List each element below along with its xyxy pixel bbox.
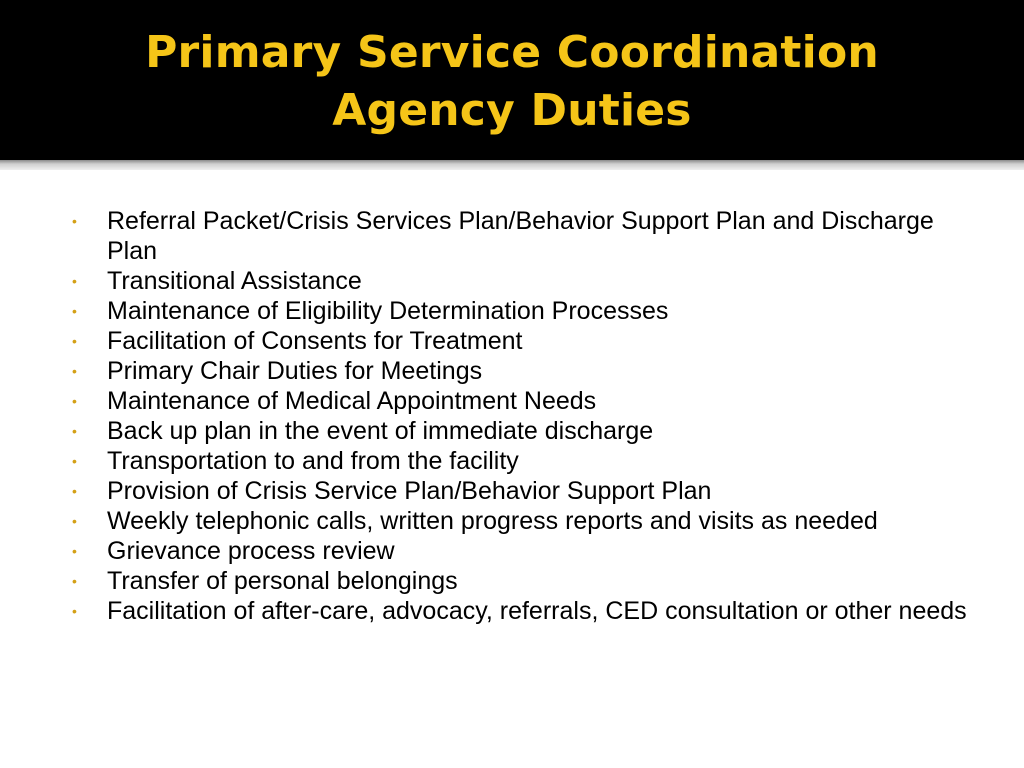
list-item: [72, 206, 972, 266]
list-item: [72, 416, 972, 446]
bullet-icon: •: [72, 393, 77, 409]
duties-list: [72, 206, 972, 626]
list-item: [72, 506, 972, 536]
list-item-text: Maintenance of Eligibility Determination Processes: [107, 297, 669, 325]
slide-title-line-2: Agency Duties: [332, 85, 692, 136]
list-item: [72, 536, 972, 566]
bullet-icon: •: [72, 213, 77, 229]
list-item-text: Facilitation of after-care, advocacy, referrals, CED consultation or other needs: [107, 597, 967, 625]
title-divider: [0, 160, 1024, 170]
list-item: [72, 266, 972, 296]
list-item-text: Maintenance of Medical Appointment Needs: [107, 387, 597, 415]
bullet-icon: •: [72, 453, 77, 469]
list-item-text: Primary Chair Duties for Meetings: [107, 357, 483, 385]
list-item-text: Referral Packet/Crisis Services Plan/Behavior Support Plan and Discharge Plan: [107, 207, 934, 265]
bullet-icon: •: [72, 483, 77, 499]
list-item: [72, 326, 972, 356]
list-item: [72, 566, 972, 596]
list-item-text: Transfer of personal belongings: [107, 567, 458, 595]
list-item-text: Back up plan in the event of immediate discharge: [107, 417, 654, 445]
list-item: [72, 476, 972, 506]
bullet-icon: •: [72, 363, 77, 379]
list-item-text: Transitional Assistance: [107, 267, 362, 295]
slide-title-line-1: Primary Service Coordination: [145, 27, 879, 78]
list-item: [72, 296, 972, 326]
list-item-text: Facilitation of Consents for Treatment: [107, 327, 523, 355]
bullet-icon: •: [72, 273, 77, 289]
bullet-icon: •: [72, 513, 77, 529]
list-item-text: Weekly telephonic calls, written progress reports and visits as needed: [107, 507, 878, 535]
bullet-icon: •: [72, 333, 77, 349]
list-item: [72, 446, 972, 476]
bullet-icon: •: [72, 543, 77, 559]
bullet-icon: •: [72, 603, 77, 619]
title-band: [0, 0, 1024, 160]
slide-title: [0, 24, 1024, 140]
list-item-text: Grievance process review: [107, 537, 395, 565]
bullet-icon: •: [72, 423, 77, 439]
bullet-icon: •: [72, 303, 77, 319]
list-item-text: Provision of Crisis Service Plan/Behavior Support Plan: [107, 477, 712, 505]
list-item: [72, 356, 972, 386]
bullet-icon: •: [72, 573, 77, 589]
list-item-text: Transportation to and from the facility: [107, 447, 519, 475]
list-item: [72, 596, 972, 626]
list-item: [72, 386, 972, 416]
